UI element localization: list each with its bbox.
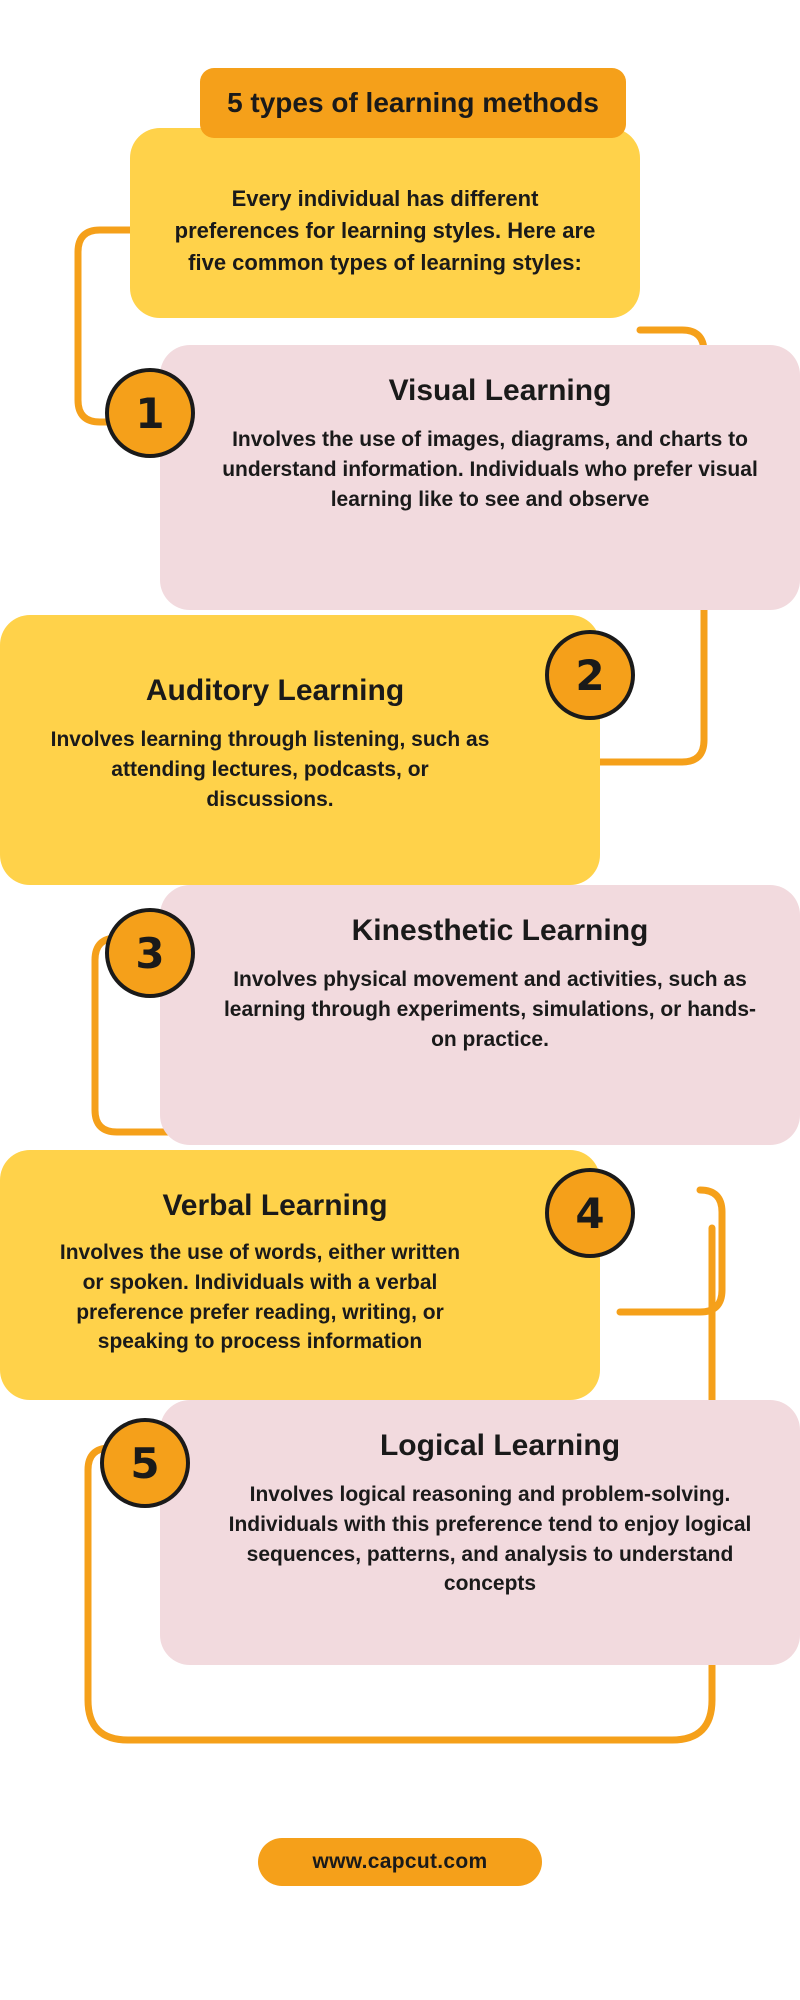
section-number-2-text: 2 [575, 650, 605, 700]
section-card-4 [0, 1150, 600, 1400]
section-number-3 [105, 908, 195, 998]
section-heading-1: Visual Learning [388, 374, 612, 407]
section-number-1 [105, 368, 195, 458]
section-card-5 [160, 1400, 800, 1665]
section-body-4: Involves the use of words, either written or spoken. Individuals with a verbal preference prefer reading, writing, or speaking to process information [59, 1241, 461, 1354]
section-number-1-text: 1 [135, 388, 165, 438]
section-number-4 [545, 1168, 635, 1258]
section-card-3 [160, 885, 800, 1145]
section-card-2 [0, 615, 600, 885]
section-number-2 [545, 630, 635, 720]
footer-link-text: www.capcut.com [312, 1850, 488, 1873]
section-body-5: Involves logical reasoning and problem-solving. Individuals with this preference tend to enjoy logical sequences, patterns, and analysis to understand concepts [228, 1483, 752, 1596]
section-card-1 [160, 345, 800, 610]
page-title [200, 68, 626, 138]
section-number-5-text: 5 [130, 1438, 160, 1488]
section-heading-4: Verbal Learning [162, 1189, 388, 1222]
page-title-text: 5 types of learning methods [227, 86, 599, 118]
section-heading-2: Auditory Learning [145, 674, 405, 707]
section-heading-3: Kinesthetic Learning [351, 914, 649, 947]
footer-link[interactable] [258, 1838, 542, 1886]
section-body-3: Involves physical movement and activities, such as learning through experiments, simulations, or hands-on practice. [223, 968, 757, 1051]
section-number-5 [100, 1418, 190, 1508]
section-body-2: Involves learning through listening, such as attending lectures, podcasts, or discussions. [50, 728, 490, 811]
section-heading-5: Logical Learning [379, 1429, 621, 1462]
section-number-3-text: 3 [135, 928, 165, 978]
section-number-4-text: 4 [575, 1188, 605, 1238]
intro-card [130, 128, 640, 318]
intro-text: Every individual has different preferences for learning styles. Here are five common types of learning styles: [174, 186, 596, 275]
section-body-1: Involves the use of images, diagrams, and charts to understand information. Individuals who prefer visual learning like to see and observe [222, 428, 758, 511]
